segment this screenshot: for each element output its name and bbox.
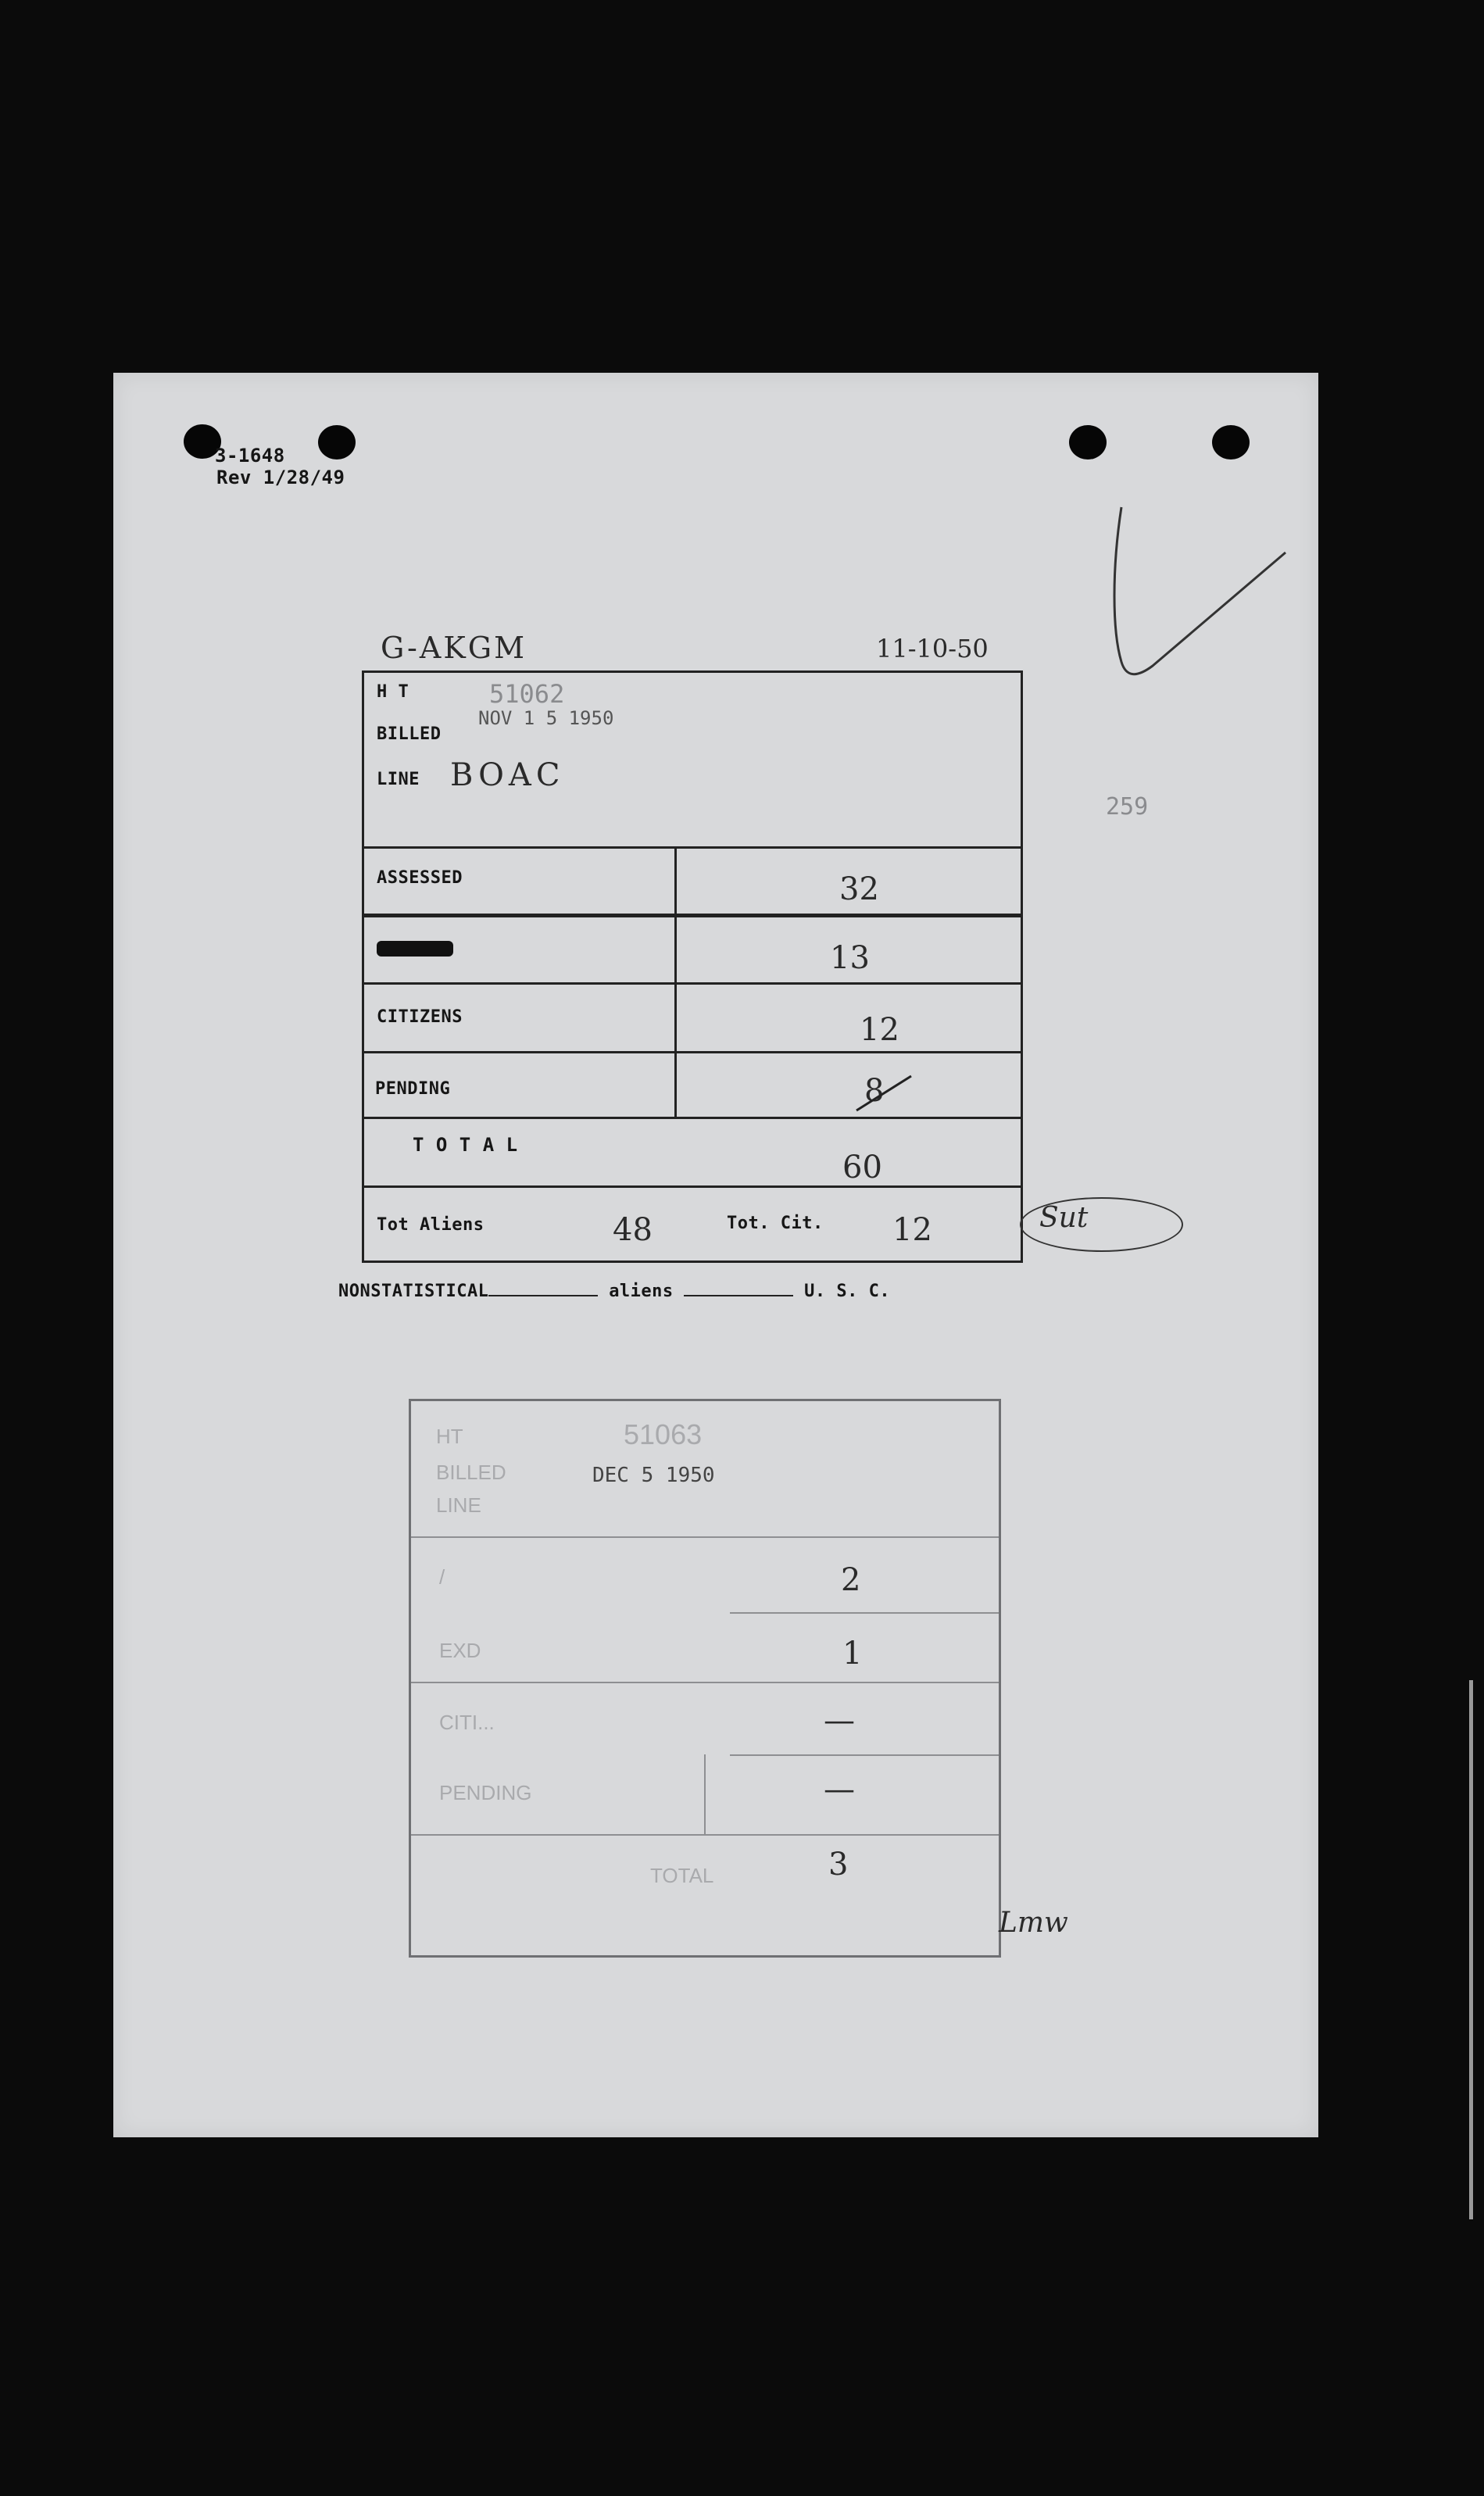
row-label-assessed: ASSESSED xyxy=(377,868,463,888)
line-value: BOAC xyxy=(450,757,565,793)
ht-stamp: 51062 xyxy=(489,679,565,709)
divider xyxy=(411,1834,999,1836)
tot-aliens-label: Tot Aliens xyxy=(377,1215,485,1235)
usc-label: U. S. C. xyxy=(804,1282,891,1301)
row-value-pending: 8 xyxy=(864,1073,885,1109)
row-value-2-1: 2 xyxy=(841,1562,861,1598)
row-label-2-4: PENDING xyxy=(439,1781,532,1804)
second-form-stamp xyxy=(409,1399,1001,1958)
strike-mark xyxy=(849,1071,919,1118)
divider xyxy=(364,1117,1021,1119)
row-label-2-3: CITI... xyxy=(439,1711,495,1734)
row-label-2-1: / xyxy=(439,1565,445,1589)
divider xyxy=(364,846,1021,849)
redaction-blot xyxy=(377,941,453,957)
initials-upper: Sut xyxy=(1039,1202,1089,1234)
nonstatistical-label: NONSTATISTICAL xyxy=(338,1282,489,1301)
row-label-citizens: CITIZENS xyxy=(377,1007,463,1027)
column-divider xyxy=(704,1754,706,1834)
row-value-2-3: — xyxy=(824,1703,855,1739)
total-label-2: TOTAL xyxy=(650,1864,714,1887)
divider xyxy=(411,1536,999,1538)
divider xyxy=(730,1754,999,1756)
billed-date-stamp: NOV 1 5 1950 xyxy=(478,707,614,729)
check-mark xyxy=(1106,498,1293,685)
row-label-redacted xyxy=(377,940,453,957)
total-value: 60 xyxy=(842,1150,882,1185)
nonstatistical-row xyxy=(338,1282,890,1301)
divider xyxy=(364,982,1021,985)
line-label: LINE xyxy=(377,770,420,789)
tot-cit-value: 12 xyxy=(892,1212,932,1248)
row-value-2-2: 1 xyxy=(842,1636,863,1672)
punch-hole xyxy=(1212,425,1250,460)
row-value-citizens: 12 xyxy=(860,1012,899,1048)
punch-hole xyxy=(318,425,356,460)
row-value-assessed: 32 xyxy=(839,871,879,907)
row-value-2-4: — xyxy=(824,1772,855,1808)
billed-label: BILLED xyxy=(377,724,442,744)
ht-stamp-2: 51063 xyxy=(624,1418,703,1450)
divider xyxy=(730,1612,999,1614)
total-value-2: 3 xyxy=(828,1847,849,1883)
film-edge xyxy=(1469,1680,1473,2219)
initials-lower: Lmw xyxy=(999,1907,1068,1939)
blank-line xyxy=(488,1295,598,1296)
tot-aliens-value: 48 xyxy=(613,1212,653,1248)
blank-line xyxy=(684,1295,793,1296)
billed-stamp-2: DEC 5 1950 xyxy=(592,1464,715,1487)
handwritten-date: 11-10-50 xyxy=(876,634,989,663)
page-number-stamp: 259 xyxy=(1106,793,1149,821)
divider xyxy=(364,1051,1021,1053)
aircraft-registration: G-AKGM xyxy=(381,631,527,665)
tot-cit-label: Tot. Cit. xyxy=(727,1214,824,1233)
ht-label: H T xyxy=(377,682,409,702)
row-label-2-2: EXD xyxy=(439,1639,481,1662)
form-revision: Rev 1/28/49 xyxy=(216,467,345,488)
divider xyxy=(411,1682,999,1683)
punch-hole xyxy=(1069,425,1107,460)
billed-label-2: BILLED xyxy=(436,1461,506,1484)
row-value-2: 13 xyxy=(830,940,870,976)
total-label: T O T A L xyxy=(413,1134,518,1156)
divider xyxy=(364,914,1021,917)
line-label-2: LINE xyxy=(436,1493,481,1517)
column-divider xyxy=(674,846,677,1117)
row-label-pending: PENDING xyxy=(375,1079,451,1099)
ht-label-2: HT xyxy=(436,1425,463,1448)
manifest-form xyxy=(362,670,1023,1263)
divider xyxy=(364,1185,1021,1188)
aliens-label: aliens xyxy=(609,1282,674,1301)
form-number: 3-1648 xyxy=(215,445,285,467)
